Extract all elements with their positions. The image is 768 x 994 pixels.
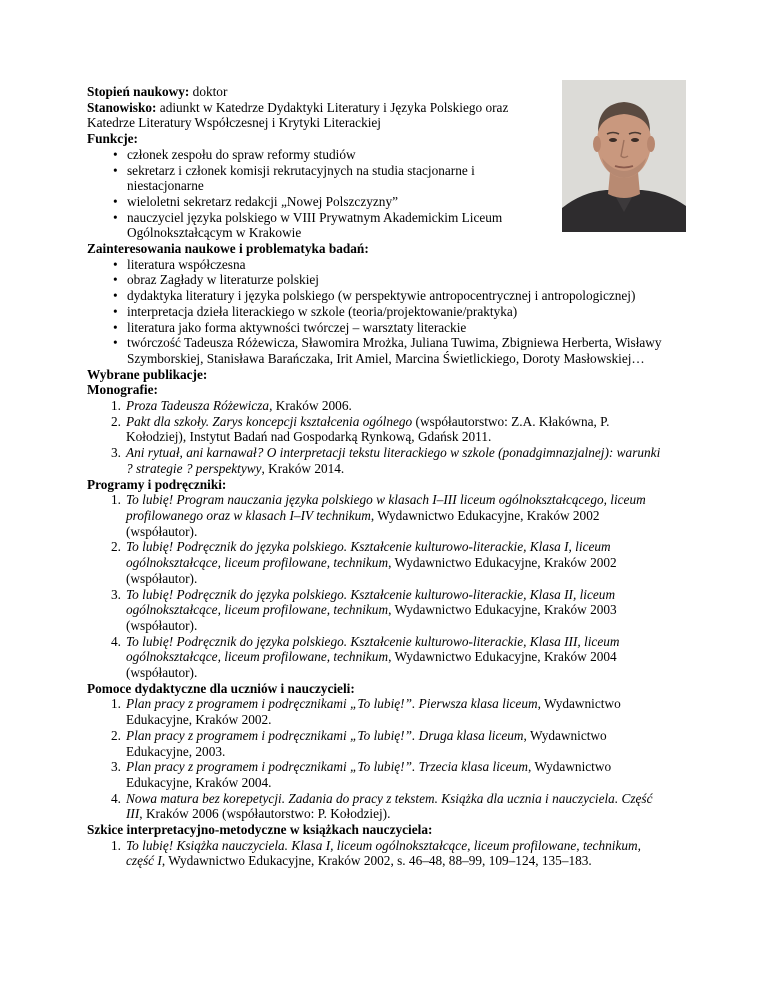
position-label: Stanowisko: <box>87 99 157 115</box>
degree-value: doktor <box>189 84 228 99</box>
degree-label: Stopień naukowy: <box>87 84 190 99</box>
programs-list <box>87 492 667 680</box>
publication-title: Plan pracy z programem i podręcznikami „To lubię!”. Trzecia klasa liceum <box>126 759 528 775</box>
list-item: • sekretarz i członek komisji rekrutacyjnych na studia stacjonarne i niestacjonarne <box>87 163 557 194</box>
aids-list <box>87 696 667 822</box>
position-value: adiunkt w Katedrze Dydaktyki Literatury i Języka Polskiego oraz Katedrze Literatury Współczesnej i Krytyki Literackiej <box>87 99 509 131</box>
publication-title: Proza Tadeusza Różewicza <box>126 398 270 414</box>
sketches-heading: Szkice interpretacyjno-metodyczne w książkach nauczyciela: <box>87 822 433 838</box>
list-item: • twórczość Tadeusza Różewicza, Sławomira Mrożka, Juliana Tuwima, Zbigniewa Herberta, Wisławy Szymborskiej, Stanisława Barańczaka, Irit Amiel, Marcina Świetlickiego, Doroty Masłowskiej… <box>87 335 667 366</box>
list-item: 2. Plan pracy z programem i podręcznikami „To lubię!”. Druga klasa liceum, Wydawnictwo Edukacyjne, 2003. <box>111 727 607 759</box>
list-item: • wieloletni sekretarz redakcji „Nowej Polszczyzny” <box>87 194 557 210</box>
list-item: 1. Proza Tadeusza Różewicza, Kraków 2006. <box>111 398 352 414</box>
monographs-heading: Monografie: <box>87 382 158 398</box>
publication-title: To lubię! Podręcznik do języka polskiego. Kształcenie kulturowo-literackie, Klasa I, liceum ogólnokształcące, liceum profilowane, technikum <box>126 539 611 571</box>
publication-title: Plan pracy z programem i podręcznikami „To lubię!”. Pierwsza klasa liceum <box>126 696 538 712</box>
functions-list <box>87 147 557 241</box>
list-item: 3. To lubię! Podręcznik do języka polskiego. Kształcenie kulturowo-literackie, Klasa II, liceum ogólnokształcące, liceum profilowane, technikum, Wydawnictwo Edukacyjne, Kraków 2003 (współautor). <box>111 586 617 633</box>
publication-title: Plan pracy z programem i podręcznikami „To lubię!”. Druga klasa liceum <box>126 727 524 743</box>
list-item: • obraz Zagłady w literaturze polskiej <box>87 272 667 288</box>
list-item: 1. Plan pracy z programem i podręcznikami „To lubię!”. Pierwsza klasa liceum, Wydawnictwo Edukacyjne, Kraków 2002. <box>111 696 621 728</box>
publication-title: Nowa matura bez korepetycji. Zadania do pracy z tekstem. Książka dla ucznia i nauczyciela. Część III <box>126 790 653 822</box>
list-item: 2. Pakt dla szkoły. Zarys koncepcji kształcenia ogólnego (współautorstwo: Z.A. Kłakówna, P. Kołodziej), Instytut Badań nad Gospodarką Rynkową, Gdańsk 2011. <box>111 413 610 445</box>
list-item: 1. To lubię! Książka nauczyciela. Klasa I, liceum ogólnokształcące, liceum profilowane, technikum, część I, Wydawnictwo Edukacyjne, Kraków 2002, s. 46–48, 88–99, 109–124, 135–183. <box>111 837 641 869</box>
list-item: • członek zespołu do spraw reformy studiów <box>87 147 557 163</box>
list-item: • literatura jako forma aktywności twórczej – warsztaty literackie <box>87 320 667 336</box>
interests-heading: Zainteresowania naukowe i problematyka badań: <box>87 241 369 257</box>
publication-title: Ani rytuał, ani karnawał? O interpretacji tekstu literackiego w szkole (ponadgimnazjalnej): warunki ? strategie ? perspektywy <box>126 445 661 476</box>
degree-line <box>87 84 557 100</box>
publication-title: To lubię! Podręcznik do języka polskiego. Kształcenie kulturowo-literackie, Klasa III, liceum ogólnokształcące, liceum profilowane, technikum <box>126 633 620 665</box>
publications-heading: Wybrane publikacje: <box>87 366 208 382</box>
list-item: • interpretacja dzieła literackiego w szkole (teoria/projektowanie/praktyka) <box>87 304 667 320</box>
list-item: 2. To lubię! Podręcznik do języka polskiego. Kształcenie kulturowo-literackie, Klasa I, liceum ogólnokształcące, liceum profilowane, technikum, Wydawnictwo Edukacyjne, Kraków 2002 (współautor). <box>111 539 617 586</box>
sketches-list <box>87 838 667 869</box>
list-item: 4. To lubię! Podręcznik do języka polskiego. Kształcenie kulturowo-literackie, Klasa III, liceum ogólnokształcące, liceum profilowane, technikum, Wydawnictwo Edukacyjne, Kraków 2004 (współautor). <box>111 633 620 681</box>
interests-list <box>87 257 667 367</box>
list-item: 1. To lubię! Program nauczania języka polskiego w klasach I–III liceum ogólnokształcącego, liceum profilowanego oraz w klasach I–IV technikum, Wydawnictwo Edukacyjne, Kraków 2002 (współautor). <box>111 492 646 539</box>
list-item: 3. Ani rytuał, ani karnawał? O interpretacji tekstu literackiego w szkole (ponadgimnazjalnej): warunki ? strategie ? perspektywy, Kraków 2014. <box>111 445 661 476</box>
functions-heading: Funkcje: <box>87 131 138 147</box>
publication-title: To lubię! Podręcznik do języka polskiego. Kształcenie kulturowo-literackie, Klasa II, liceum ogólnokształcące, liceum profilowane, technikum <box>126 586 616 618</box>
cv-content <box>87 84 687 869</box>
aids-heading: Pomoce dydaktyczne dla uczniów i nauczycieli: <box>87 680 355 696</box>
programs-heading: Programy i podręczniki: <box>87 476 227 492</box>
list-item: • dydaktyka literatury i języka polskiego (w perspektywie antropocentrycznej i antropologicznej) <box>87 288 667 304</box>
publication-title: To lubię! Program nauczania języka polskiego w klasach I–III liceum ogólnokształcącego, liceum profilowanego oraz w klasach I–IV technikum <box>126 492 646 523</box>
list-item: • nauczyciel języka polskiego w VIII Prywatnym Akademickim Liceum Ogólnokształcącym w Krakowie <box>87 210 557 241</box>
list-item: 4. Nowa matura bez korepetycji. Zadania do pracy z tekstem. Książka dla ucznia i nauczyciela. Część III, Kraków 2006 (współautorstwo: P. Kołodziej). <box>111 790 653 822</box>
position-line <box>87 100 557 131</box>
monographs-list <box>87 398 667 477</box>
publication-title: Pakt dla szkoły. Zarys koncepcji kształcenia ogólnego <box>126 413 413 429</box>
publication-title: To lubię! Książka nauczyciela. Klasa I, liceum ogólnokształcące, liceum profilowane, technikum, część I <box>126 837 641 869</box>
list-item: • literatura współczesna <box>87 257 667 273</box>
list-item: 3. Plan pracy z programem i podręcznikami „To lubię!”. Trzecia klasa liceum, Wydawnictwo Edukacyjne, Kraków 2004. <box>111 759 612 790</box>
